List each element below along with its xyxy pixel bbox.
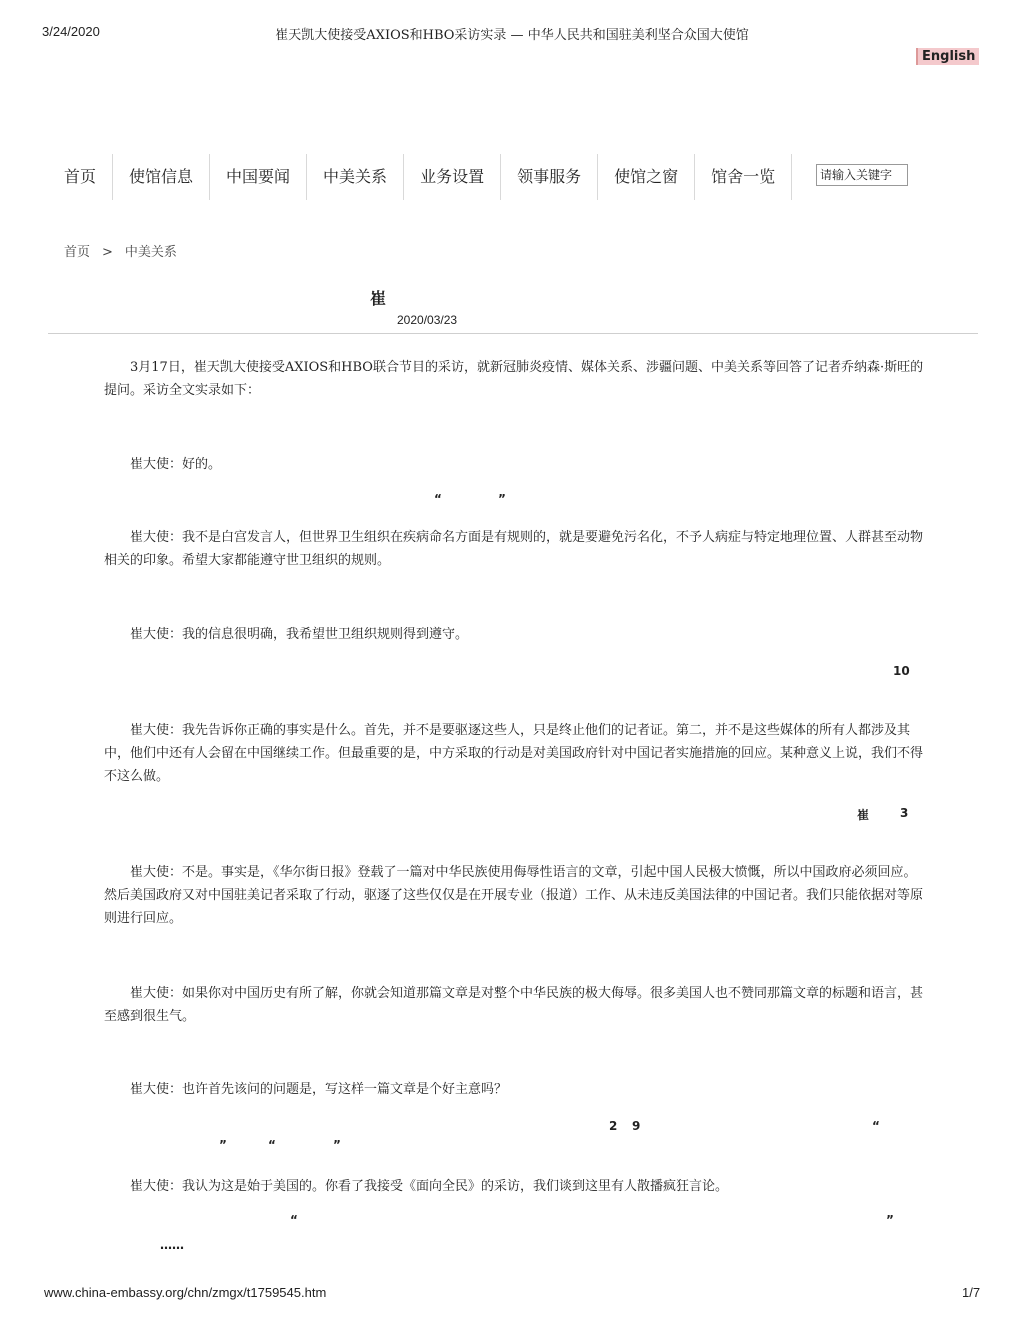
article-title: 崔 xyxy=(370,289,387,308)
nav-item-china-news[interactable]: 中国要闻 xyxy=(226,167,291,186)
question-fragment: 10 xyxy=(893,664,910,678)
article-paragraph: 崔大使：我先告诉你正确的事实是什么。首先，并不是要驱逐这些人，只是终止他们的记者证。第二，并不是这些媒体的所有人都涉及其中，他们中还有人会留在中国继续工作。但最重要的是，中方采取的行动是对美国政府针对中国记者实施措施的回应。某种意义上说，我们不得不这么做。 xyxy=(104,723,924,784)
title-divider xyxy=(48,333,978,334)
question-fragment: 3 xyxy=(900,806,909,820)
article-paragraph-intro: 3月17日，崔天凯大使接受AXIOS和HBO联合节目的采访，就新冠肺炎疫情、媒体关系、涉疆问题、中美关系等回答了记者乔纳森·斯旺的提问。采访全文实录如下： xyxy=(104,360,924,398)
nav-item-embassy-info[interactable]: 使馆信息 xyxy=(129,167,194,186)
breadcrumb-current-link[interactable]: 中美关系 xyxy=(124,245,177,260)
article-paragraph: 崔大使：我不是白宫发言人，但世界卫生组织在疾病命名方面是有规则的，就是要避免污名化，不予人病症与特定地理位置、人群甚至动物相关的印象。希望大家都能遵守世卫组织的规则。 xyxy=(104,530,924,568)
nav-item-consular-services[interactable]: 领事服务 xyxy=(517,167,582,186)
print-footer-url: www.china-embassy.org/chn/zmgx/t1759545.htm xyxy=(44,1285,327,1300)
question-fragment: 2 xyxy=(609,1119,618,1133)
print-date: 3/24/2020 xyxy=(42,24,100,39)
breadcrumb-home-link[interactable]: 首页 xyxy=(64,245,91,260)
article-paragraph: 崔大使：不是。事实是，《华尔街日报》登载了一篇对中华民族使用侮辱性语言的文章，引起中国人民极大愤慨，所以中国政府必须回应。然后美国政府又对中国驻美记者采取了行动，驱逐了这些仅仅是在开展专业（报道）工作、从未违反美国法律的中国记者。我们只能依据对等原则进行回应。 xyxy=(104,865,924,926)
question-fragment: 9 xyxy=(632,1119,641,1133)
article-paragraph: 崔大使：我认为这是始于美国的。你看了我接受《面向全民》的采访，我们谈到这里有人散播疯狂言论。 xyxy=(130,1179,729,1194)
article-paragraph: 崔大使：我的信息很明确，我希望世卫组织规则得到遵守。 xyxy=(130,627,469,642)
nav-item-premises[interactable]: 馆舍一览 xyxy=(711,167,776,186)
search-input[interactable] xyxy=(816,164,908,186)
quote-mark: “ xyxy=(434,492,442,506)
quote-mark: ” xyxy=(333,1138,341,1152)
article-paragraph: 崔大使：如果你对中国历史有所了解，你就会知道那篇文章是对整个中华民族的极大侮辱。很多美国人也不赞同那篇文章的标题和语言，甚至感到很生气。 xyxy=(104,986,924,1024)
article-paragraph: 崔大使：好的。 xyxy=(130,457,222,472)
print-page-number: 1/7 xyxy=(962,1285,981,1300)
article-paragraph: 崔大使：也许首先该问的问题是，写这样一篇文章是个好主意吗？ xyxy=(130,1082,508,1097)
quote-mark: ” xyxy=(886,1213,894,1227)
quote-mark: “ xyxy=(872,1119,880,1133)
quote-mark: ” xyxy=(219,1138,227,1152)
quote-mark: “ xyxy=(268,1138,276,1152)
ellipsis: …… xyxy=(160,1238,184,1252)
article-date: 2020/03/23 xyxy=(397,313,458,327)
nav-item-departments[interactable]: 业务设置 xyxy=(420,167,485,186)
nav-divider xyxy=(791,154,792,200)
nav-item-home[interactable]: 首页 xyxy=(64,167,97,186)
print-page-title: 崔天凯大使接受AXIOS和HBO采访实录 — 中华人民共和国驻美利坚合众国大使馆 xyxy=(275,28,749,43)
main-nav xyxy=(48,154,792,200)
nav-item-china-us-relations[interactable]: 中美关系 xyxy=(323,167,388,186)
question-fragment: 崔 xyxy=(857,808,870,822)
breadcrumb xyxy=(64,241,177,260)
nav-item-embassy-window[interactable]: 使馆之窗 xyxy=(614,167,679,186)
english-language-link[interactable]: English xyxy=(916,48,979,65)
quote-mark: ” xyxy=(498,492,506,506)
breadcrumb-chevron-icon: > xyxy=(102,245,113,260)
quote-mark: “ xyxy=(290,1213,298,1227)
